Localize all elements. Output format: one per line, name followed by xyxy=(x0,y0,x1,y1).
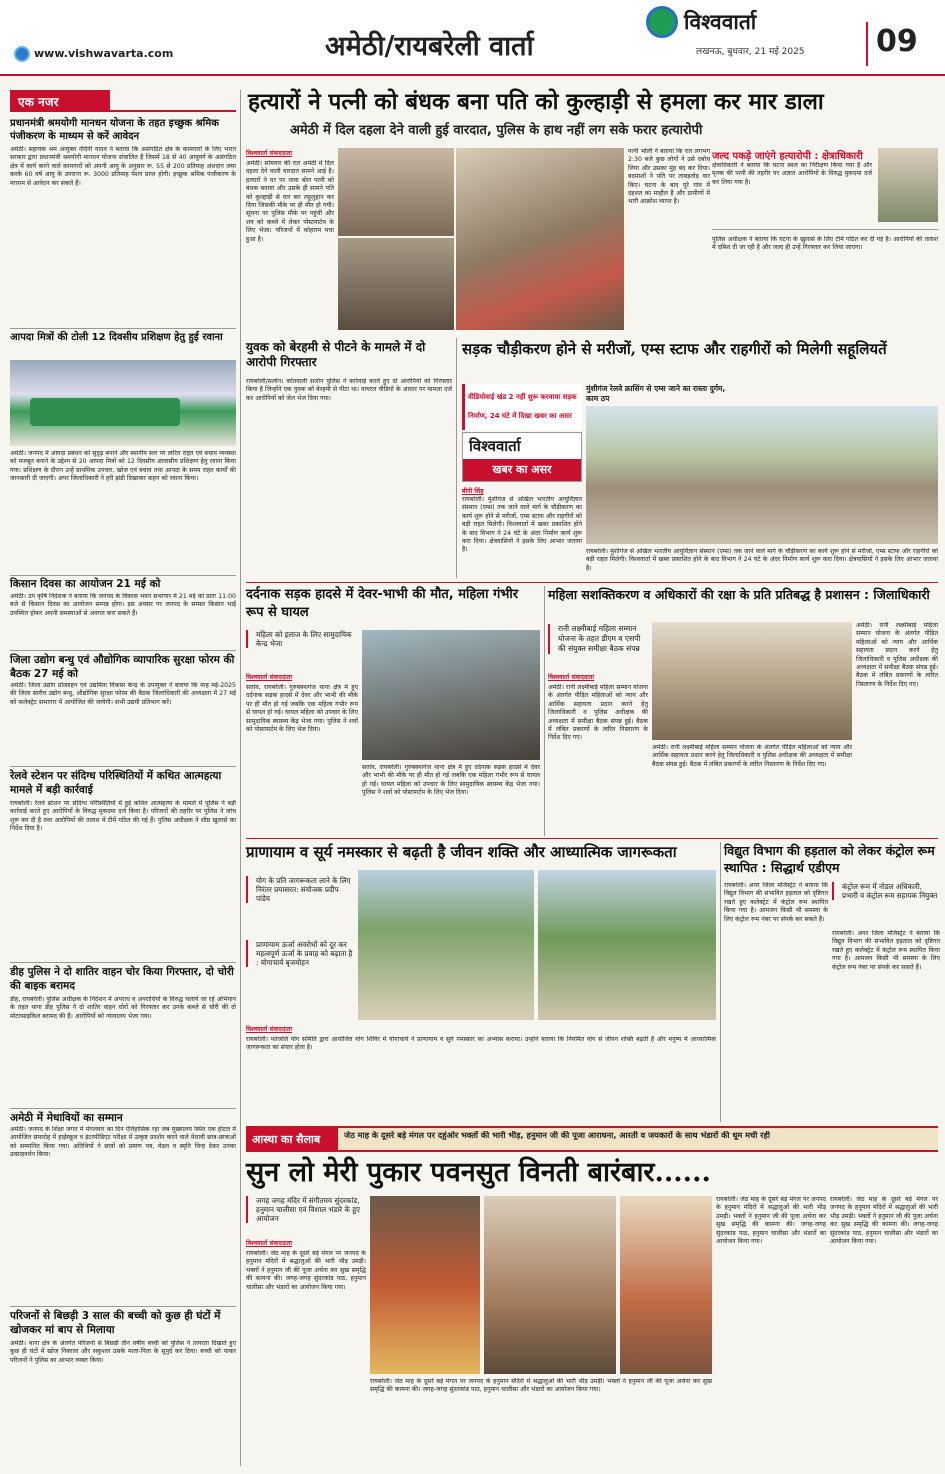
s6-body: डीह, रायबरेली। पुलिस अधीक्षक के निर्देशन में अपराध व अपराधियों के विरुद्ध चलाये जा रहे अभियान के तहत थाना डीह पुलिस ने दो शातिर वाहन चोरों को गिरफ्तार कर उनके कब्जे से चोरी की दो मोटरसाइकिल बरामद की हैं। आरोपियों को न्यायालय भेजा गया। xyxy=(10,996,236,1020)
aastha-strip xyxy=(246,1126,938,1152)
mahila-body-2: अमेठी। रानी लक्ष्मीबाई महिला सम्मान योजना के अंतर्गत पीड़ित महिलाओं को न्याय और आर्थिक सहायता प्रदान करने हेतु जिलाधिकारी व पुलिस अधीक्षक की अध्यक्षता में समीक्षा बैठक संपन्न हुई। बैठक में लंबित प्रकरणों के त्वरित निस्तारण के निर्देश दिए गए। xyxy=(652,744,852,768)
lead-headline: हत्यारों ने पत्नी को बंधक बना पति को कुल्हाड़ी से हमला कर मार डाला xyxy=(248,89,824,115)
mahila-byline: विश्ववार्ता संवाददाता xyxy=(548,674,594,681)
yoga-photo-1 xyxy=(358,870,534,1020)
vidyut-bullet: कंट्रोल रूम में नोडल अधिकारी, प्रभारी व कंट्रोल रूम सहायक नियुक्त xyxy=(832,882,940,900)
pranayam-bullet-1: योग के प्रति जागरूकता लाने के लिए निरंतर प्रयासरत: संयोजक प्रदीप पांडेय xyxy=(246,876,354,903)
officer-photo xyxy=(878,148,938,222)
victim-photo xyxy=(338,148,454,236)
aastha-byline: विश्ववार्ता संवाददाता xyxy=(246,1240,292,1247)
aastha-body-2: रायबरेली। जेठ माह के दूसरे बड़े मंगल पर जनपद के हनुमान मंदिरों में श्रद्धालुओं की भारी भीड़ उमड़ी। भक्तों ने हनुमान जी की पूजा अर्चना कर सुख समृद्धि की कामना की। जगह-जगह सुंदरकांड पाठ, हनुमान चालीसा और भंडारों का आयोजन किया गया। xyxy=(370,1378,712,1394)
meeting-photo xyxy=(652,622,852,740)
lead-subhead: अमेठी में दिल दहला देने वाली हुई वारदात, पुलिस के हाथ नहीं लग सके फरार हत्यारोपी xyxy=(290,123,703,138)
s6-title: डीह पुलिस ने दो शातिर वाहन चोर किया गिरफ्तार, दो चोरी की बाइक बरामद xyxy=(10,962,236,993)
box-body: क्षेत्राधिकारी ने बताया कि घटना स्थल का निरीक्षण किया गया है और मृतक की पत्नी की तहरीर पर अज्ञात आरोपियों के विरुद्ध मुकदमा दर्ज कर लिया गया है। xyxy=(712,162,872,186)
yoga-photo-2 xyxy=(538,870,716,1020)
dardnak-body-2: सतांव, रायबरेली। गुरुबक्शगंज थाना क्षेत्र में हुए दर्दनाक सड़क हादसे में देवर और भाभी की मौके पर ही मौत हो गई जबकि एक महिला गंभीर रूप से घायल हो गई। घायल महिला को उपचार के लिए सामुदायिक स्वास्थ्य केंद्र भेजा गया। पुलिस ने शवों को पोस्टमार्टम के लिए भेज दिया। xyxy=(362,764,540,797)
s2-body: अमेठी। जनपद में आपदा प्रबंधन को सुदृढ़ बनाने और स्थानीय स्तर पर त्वरित राहत एवं बचाव व्यवस्था को मजबूत बनाने के उद्देश्य से 20 आपदा मित्रों को 12 दिवसीय आवासीय प्रशिक्षण हेतु रवाना किया गया। प्रशिक्षण के दौरान उन्हें प्राथमिक उपचार, खोज एवं बचाव तथा आपदा के समय राहत कार्यों की जानकारी दी जाएगी। अपर जिलाधिकारी ने हरी झंडी दिखाकर वाहन को रवाना किया। xyxy=(10,450,236,483)
s4-body: अमेठी। जिला उद्योग प्रोत्साहन एवं उद्यमिता विकास केन्द्र के उपायुक्त ने बताया कि माह मई-2025 की जिला स्तरीय उद्योग बन्धु, औद्योगिक सुरक्षा फोरम की बैठक जिलाधिकारी की अध्यक्षता में 27 मई को कलेक्ट्रेट सभागार में आयोजित की जायेगी। सभी उद्यमी प्रतिभाग करें। xyxy=(10,682,236,706)
dardnak-body: सतांव, रायबरेली। गुरुबक्शगंज थाना क्षेत्र में हुए दर्दनाक सड़क हादसे में देवर और भाभी की मौके पर ही मौत हो गई जबकि एक महिला गंभीर रूप से घायल हो गई। घायल महिला को उपचार के लिए सामुदायिक स्वास्थ्य केंद्र भेजा गया। पुलिस ने शवों को पोस्टमार्टम के लिए भेज दिया। xyxy=(246,684,358,734)
badge-brand: विश्ववार्ता xyxy=(469,437,521,455)
sadak-body: रायबरेली। मुंशीगंज से अखिल भारतीय आयुर्विज्ञान संस्थान (एम्स) तक जाने वाले मार्ग के चौड़ीकरण का कार्य शुरू होने से मरीजों, एम्स स्टाफ और राहगीरों को बड़ी राहत मिलेगी। विश्ववार्ता में खबर प्रकाशित होने के बाद विभाग ने 24 घंटे के अंदर निर्माण कार्य शुरू करा दिया। क्षेत्रवासियों ने इसके लिए आभार जताया है। xyxy=(462,496,582,554)
bus-photo xyxy=(10,360,236,446)
sadak-headline: सड़क चौड़ीकरण होने से मरीजों, एम्स स्टाफ और राहगीरों को मिलेगी सहूलियतें xyxy=(462,340,887,358)
road-photo xyxy=(586,406,938,544)
lead-byline: विश्ववार्ता संवाददाता xyxy=(246,150,292,157)
aastha-bullet: जगह जगह मंदिर में संगीतमय सुंदरकांड, हनुमान चालीसा एवं विशाल भंडारे के हुए आयोजन xyxy=(246,1196,366,1223)
yuvak-body: रायबरेली/सलोन। कोतवाली सलोन पुलिस ने कार्रवाई करते हुए दो आरोपियों को गिरफ्तार किया है जिन्होंने एक युवक को बेरहमी से पीटा था। वायरल वीडियो के आधार पर मामला दर्ज कर आरोपियों को जेल भेज दिया गया। xyxy=(246,378,452,402)
cop-box xyxy=(712,148,938,230)
vidyut-body: रायबरेली। अपर जिला मजिस्ट्रेट ने बताया कि विद्युत विभाग की संभावित हड़ताल को दृष्टिगत रखते हुए कलेक्ट्रेट में कंट्रोल रूम स्थापित किया गया है। आमजन किसी भी समस्या के लिए कंट्रोल रूम नंबर पर संपर्क कर सकते हैं। xyxy=(724,882,828,923)
box-title: जल्द पकड़े जाएंगे हत्यारोपी : क्षेत्राधिकारी xyxy=(712,151,863,162)
mahila-body: अमेठी। रानी लक्ष्मीबाई महिला सम्मान योजना के अंतर्गत पीड़ित महिलाओं को न्याय और आर्थिक सहायता प्रदान करने हेतु जिलाधिकारी व पुलिस अधीक्षक की अध्यक्षता में समीक्षा बैठक संपन्न हुई। बैठक में लंबित प्रकरणों के त्वरित निस्तारण के निर्देश दिए गए। xyxy=(548,684,648,742)
dardnak-byline: विश्ववार्ता संवाददाता xyxy=(246,674,292,681)
globe-icon xyxy=(14,46,30,62)
s7-body: अमेठी। जनपद के शिक्षा जगत में मंगलवार का दिन ऐतिहासिक रहा जब मुख्यालय स्थित एक होटल में आयोजित समारोह में हाईस्कूल व इंटरमीडिएट परीक्षा में उत्कृष्ट प्रदर्शन करने वाले मेधावी छात्र-छात्राओं को सम्मानित किया गया। अतिथियों ने छात्रों को प्रमाण पत्र, मेडल व स्मृति चिन्ह देकर उनका उत्साहवर्धन किया। xyxy=(10,1126,236,1159)
pranayam-headline: प्राणायाम व सूर्य नमस्कार से बढ़ती है जीवन शक्ति और आध्यात्मिक जागरूकता xyxy=(246,843,677,861)
masthead xyxy=(0,0,945,76)
s3-title: किसान दिवस का आयोजन 21 मई को xyxy=(10,575,236,591)
s1-body: अमेठी। सहायक श्रम आयुक्त नंदिनी यादव ने बताया कि असंगठित क्षेत्र के कामगारों के लिए भारत सरकार द्वारा प्रधानमंत्री श्रमयोगी मानधन योजना संचालित है जिसमें 18 से 40 आयुवर्ग के असंगठित क्षेत्र में कार्य करने वाले कामगारों को अपनी आयु के अनुसार रू. 55 से 200 प्रतिमाह अंशदान जमा करके 60 वर्ष आयु के उपरान्त रू. 3000 प्रतिमाह पेंशन प्राप्त होगी। इच्छुक श्रमिक पंजीकरण के माध्यम से आवेदन कर सकते हैं। xyxy=(10,146,236,187)
family-photo xyxy=(338,238,454,330)
aastha-body-4: रायबरेली। जेठ माह के दूसरे बड़े मंगल पर जनपद के हनुमान मंदिरों में श्रद्धालुओं की भारी भीड़ उमड़ी। भक्तों ने हनुमान जी की पूजा अर्चना कर सुख समृद्धि की कामना की। जगह-जगह सुंदरकांड पाठ, हनुमान चालीसा और भंडारों का आयोजन किया गया। xyxy=(830,1196,938,1246)
crowd-photo xyxy=(456,148,624,330)
aastha-tag: आस्था का सैलाब xyxy=(246,1128,338,1150)
website-link[interactable]: www.vishwavarta.com xyxy=(34,47,174,60)
pranayam-body: रायबरेली। पतंजलि योग समिति द्वारा आयोजित योग शिविर में योगाचार्य ने प्राणायाम व सूर्य नमस्कार का अभ्यास कराया। उन्होंने बताया कि नियमित योग से जीवन शक्ति बढ़ती है और मनुष्य में आध्यात्मिक जागरूकता का संचार होता है। xyxy=(246,1036,716,1052)
section-title: अमेठी/रायबरेली वार्ता xyxy=(325,31,534,62)
aastha-body: रायबरेली। जेठ माह के दूसरे बड़े मंगल पर जनपद के हनुमान मंदिरों में श्रद्धालुओं की भारी भीड़ उमड़ी। भक्तों ने हनुमान जी की पूजा अर्चना कर सुख समृद्धि की कामना की। जगह-जगह सुंदरकांड पाठ, हनुमान चालीसा और भंडारों का आयोजन किया गया। xyxy=(246,1250,366,1291)
pranayam-bullet-2: प्राणायाम ऊर्जा अवरोधों को दूर कर महत्वपूर्ण ऊर्जा के प्रवाह को बढ़ाता है : योगाचार्य बृजमोहन xyxy=(246,940,354,967)
mahila-body-3: अमेठी। रानी लक्ष्मीबाई महिला सम्मान योजना के अंतर्गत पीड़ित महिलाओं को न्याय और आर्थिक सहायता प्रदान करने हेतु जिलाधिकारी व पुलिस अधीक्षक की अध्यक्षता में समीक्षा बैठक संपन्न हुई। बैठक में लंबित प्रकरणों के त्वरित निस्तारण के निर्देश दिए गए। xyxy=(856,622,938,688)
lead-col3: पुलिस अधीक्षक ने बताया कि घटना के खुलासे के लिए टीमें गठित कर दी गई हैं। आरोपियों की तलाश में दबिश दी जा रही है और जल्द ही उन्हें गिरफ्तार कर लिया जाएगा। xyxy=(712,236,938,252)
vidyut-headline: विद्युत विभाग की हड़ताल को लेकर कंट्रोल रूम स्थापित : सिद्धार्थ एडीएम xyxy=(724,843,935,875)
sadak-red-caption xyxy=(462,384,582,430)
sadak-byline: बीपी सिंह xyxy=(462,488,484,495)
page-number: 09 xyxy=(876,24,918,59)
inset-caption: मुंशीगंज रेलवे क्रासिंग से एम्स जाने का रास्ता दुर्गम, काम ठप xyxy=(586,384,726,403)
left-column xyxy=(10,90,236,1466)
red-caption-text: वीडियोवाई खंड 2 नहीं शुरू करवाया सड़क निर्माण, 24 घंटे में दिखा खबर का असर xyxy=(468,393,577,420)
yuvak-title: युवक को बेरहमी से पीटने के मामले में दो आरोपी गिरफ्तार xyxy=(246,340,426,369)
vidyut-body-2: रायबरेली। अपर जिला मजिस्ट्रेट ने बताया कि विद्युत विभाग की संभावित हड़ताल को दृष्टिगत रखते हुए कलेक्ट्रेट में कंट्रोल रूम स्थापित किया गया है। आमजन किसी भी समस्या के लिए कंट्रोल रूम नंबर पर संपर्क कर सकते हैं। xyxy=(832,930,940,971)
temple-photo-1 xyxy=(370,1196,480,1374)
s5-body: रायबरेली। रेलवे स्टेशन पर संदिग्ध परिस्थितियों में हुई कथित आत्महत्या के मामले में पुलिस ने बड़ी कार्रवाई करते हुए आरोपियों के विरुद्ध मुकदमा दर्ज किया है। परिजनों की तहरीर पर पुलिस ने जांच शुरू कर दी है तथा आरोपियों की तलाश में टीमें गठित की गई हैं। पुलिस अधीक्षक ने शीघ्र खुलासे का निर्देश दिया है। xyxy=(10,800,236,833)
badge-sub: खबर का असर xyxy=(463,459,581,481)
aastha-headline: सुन लो मेरी पुकार पवनसुत विनती बारंबार...... xyxy=(246,1157,711,1188)
s3-body: अमेठी। उप कृषि निदेशक ने बताया कि जनपद के विकास भवन सभागार में 21 मई को प्रातः 11:00 बजे से किसान दिवस का आयोजन सम्पन्न होगा। इस अवसर पर जनपद के समस्त किसान भाई उपस्थित होकर अपनी समस्याओं से अवगत करा सकते हैं। xyxy=(10,593,236,617)
ek-nazar-tag: एक नजर xyxy=(10,90,110,110)
mahila-headline: महिला सशक्तिकरण व अधिकारों की रक्षा के प्रति प्रतिबद्ध है प्रशासन : जिलाधिकारी xyxy=(548,587,930,602)
lead-col1: अमेठी। सोमवार की रात अमेठी में दिल दहला देने वाली वारदात सामने आई है। हत्यारों ने घर पर धावा बोल पत्नी को बंधक बनाया और उसके ही सामने पति को कुल्हाड़ी से वार कर लहूलुहान कर दिया जिसकी मौके पर ही मौत हो गयी। सूचना पर पुलिस मौके पर पहुंची और शव को कब्जे में लेकर पोस्टमार्टम के लिए भेजा। परिजनों में कोहराम मचा हुआ है। xyxy=(246,160,334,243)
s8-body: अमेठी। थाना क्षेत्र के अंतर्गत परिजनों से बिछड़ी तीन वर्षीय बच्ची को पुलिस ने तत्परता दिखाते हुए कुछ ही घंटों में खोज निकाला और सकुशल उसके माता-पिता के सुपुर्द कर दिया। बच्ची को पाकर परिजनों ने पुलिस का आभार व्यक्त किया। xyxy=(10,1340,236,1364)
sadak-body-wide: रायबरेली। मुंशीगंज से अखिल भारतीय आयुर्विज्ञान संस्थान (एम्स) तक जाने वाले मार्ग के चौड़ीकरण का कार्य शुरू होने से मरीजों, एम्स स्टाफ और राहगीरों को बड़ी राहत मिलेगी। विश्ववार्ता में खबर प्रकाशित होने के बाद विभाग ने 24 घंटे के अंदर निर्माण कार्य शुरू करा दिया। क्षेत्रवासियों ने इसके लिए आभार जताया है। xyxy=(586,548,938,572)
s1-title: प्रधानमंत्री श्रमयोगी मानधन योजना के तहत इच्छुक श्रमिक पंजीकरण के माध्यम से करें आवेदन xyxy=(10,118,219,142)
s8-title: परिजनों से बिछड़ी 3 साल की बच्ची को कुछ ही घंटों में खोजकर मां बाप से मिलाया xyxy=(10,1306,236,1337)
page-number-rule xyxy=(866,22,868,66)
s2-title: आपदा मित्रों की टोली 12 दिवसीय प्रशिक्षण हेतु हुई रवाना xyxy=(10,328,236,344)
temple-photo-3 xyxy=(620,1196,712,1374)
dardnak-headline: दर्दनाक सड़क हादसे में देवर-भाभी की मौत, महिला गंभीर रूप से घायल xyxy=(246,587,519,620)
s5-title: रेलवे स्टेशन पर संदिग्ध परिस्थितियों में कथित आत्महत्या मामले में बड़ी कार्रवाई xyxy=(10,766,236,797)
brand-name: विश्ववार्ता xyxy=(684,10,757,34)
pranayam-byline: विश्ववार्ता संवाददाता xyxy=(246,1026,292,1033)
temple-photo-2 xyxy=(484,1196,616,1374)
s4-title: जिला उद्योग बन्धु एवं औद्योगिक व्यापारिक सुरक्षा फोरम की बैठक 27 मई को xyxy=(10,650,236,681)
accident-photo xyxy=(362,630,540,760)
s7-title: अमेठी में मेधावियों का सम्मान xyxy=(10,1108,236,1125)
aastha-strip-text: जेठ माह के दूसरे बड़े मंगल पर दहुंओर भक्तों की भारी भीड़, हनुमान जी की पूजा आराधना, आरती व जयकारों के साथ भंडारों की धूम मची रही xyxy=(344,1131,770,1140)
lead-col2: पत्नी भोली ने बताया कि रात लगभग 2:30 बजे कुछ लोगों ने उसे दबोच लिया और उसका मुंह बंद कर दिया। बदमाशों ने पति पर ताबड़तोड़ वार किए। घटना के बाद पूरे गांव में दहशत का माहौल है और ग्रामीणों में भारी आक्रोश व्याप्त है। xyxy=(628,148,710,206)
khabar-badge xyxy=(462,432,582,482)
mahila-bullet: रानी लक्ष्मीबाई महिला सम्मान योजना के तहत डीएम व एसपी की संयुक्त समीक्षा बैठक संपन्न xyxy=(548,624,648,654)
dardnak-bullet: महिला को इलाज के लिए सामुदायिक केन्द्र भेजा xyxy=(246,630,358,648)
aastha-body-3: रायबरेली। जेठ माह के दूसरे बड़े मंगल पर जनपद के हनुमान मंदिरों में श्रद्धालुओं की भारी भीड़ उमड़ी। भक्तों ने हनुमान जी की पूजा अर्चना कर सुख समृद्धि की कामना की। जगह-जगह सुंदरकांड पाठ, हनुमान चालीसा और भंडारों का आयोजन किया गया। xyxy=(716,1196,826,1246)
dateline: लखनऊ, बुधवार, 21 मई 2025 xyxy=(696,47,805,57)
brand-logo-icon xyxy=(646,6,678,38)
